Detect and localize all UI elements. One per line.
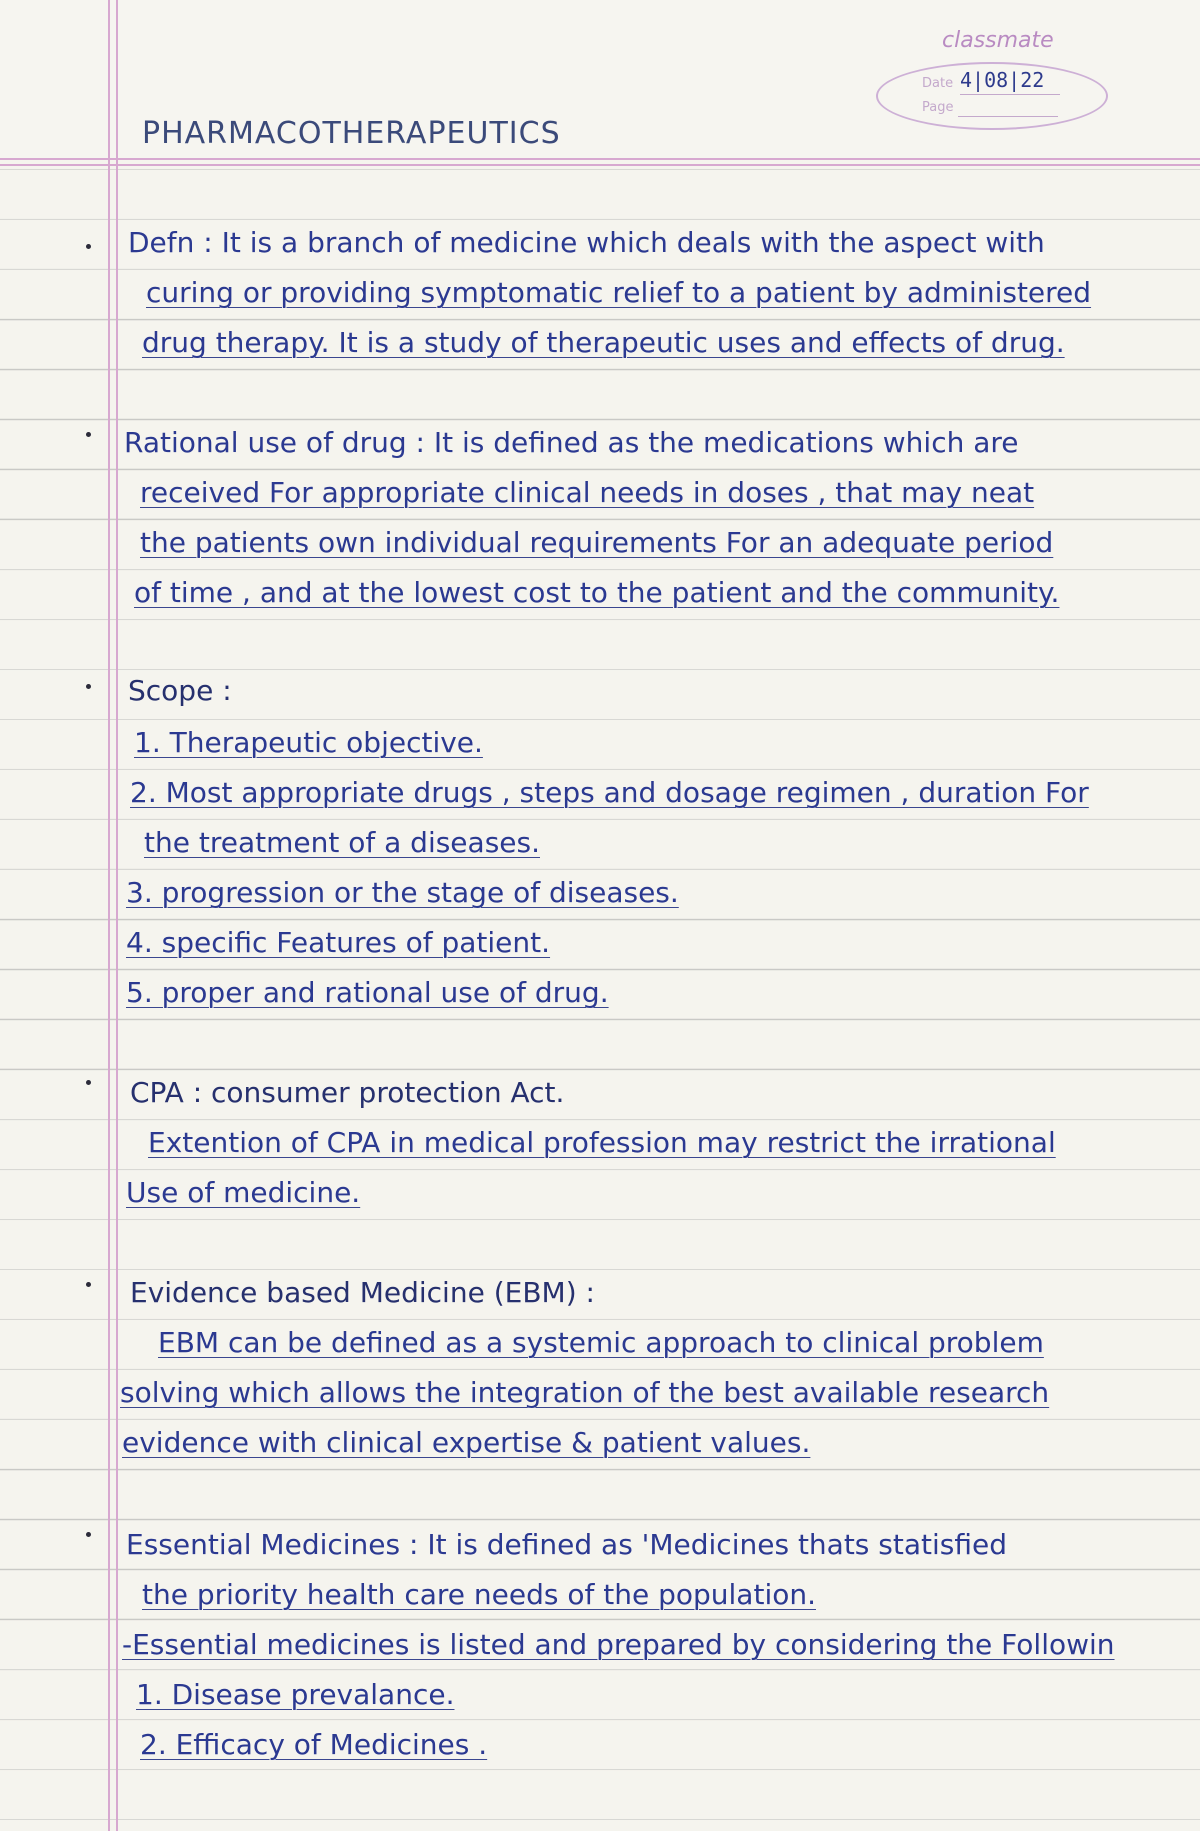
- ebm-line-2: EBM can be defined as a systemic approach to clinical problem: [158, 1326, 1044, 1359]
- scope-item-1: 1. Therapeutic objective.: [134, 726, 483, 759]
- page-label: Page: [922, 100, 954, 115]
- scope-item-4: 4. specific Features of patient.: [126, 926, 551, 959]
- scope-item-5: 5. proper and rational use of drug.: [126, 976, 609, 1009]
- rational-line-1: Rational use of drug : It is defined as the medications which are: [124, 426, 1019, 459]
- date-label: Date: [922, 76, 954, 91]
- page-title: PHARMACOTHERAPEUTICS: [142, 116, 561, 151]
- scope-item-3: 3. progression or the stage of diseases.: [126, 876, 679, 909]
- scope-item-2-cont: the treatment of a diseases.: [144, 826, 540, 859]
- cpa-heading: CPA : consumer protection Act.: [130, 1076, 565, 1109]
- essential-item-2: 2. Efficacy of Medicines .: [140, 1728, 488, 1761]
- ebm-line-3: solving which allows the integration of the best available research: [120, 1376, 1050, 1409]
- rational-line-4: of time , and at the lowest cost to the patient and the community.: [134, 576, 1060, 609]
- rational-line-2: received For appropriate clinical needs in doses , that may neat: [140, 476, 1035, 509]
- ebm-line-4: evidence with clinical expertise & patient values.: [122, 1426, 811, 1459]
- cpa-line-3: Use of medicine.: [126, 1176, 361, 1209]
- scope-heading: Scope :: [128, 674, 232, 707]
- date-value: 4|08|22: [960, 68, 1045, 92]
- header-rule: [0, 158, 1200, 160]
- bullet-dot: [86, 432, 91, 437]
- essential-line-3: -Essential medicines is listed and prepared by considering the Followin: [122, 1628, 1115, 1661]
- bullet-dot: [86, 1532, 91, 1537]
- classmate-date-stamp: [870, 28, 1110, 138]
- essential-line-1: Essential Medicines : It is defined as 'Medicines thats statisfied: [126, 1528, 1008, 1561]
- page-underline: [958, 116, 1058, 117]
- defn-line-2: curing or providing symptomatic relief to a patient by administered: [146, 276, 1092, 309]
- cpa-line-2: Extention of CPA in medical profession may restrict the irrational: [148, 1126, 1056, 1159]
- bullet-dot: [86, 1282, 91, 1287]
- rational-line-3: the patients own individual requirements For an adequate period: [140, 526, 1054, 559]
- brand-logo-text: classmate: [942, 28, 1054, 53]
- bullet-dot: [86, 684, 91, 689]
- bullet-dot: [86, 1080, 91, 1085]
- essential-line-2: the priority health care needs of the population.: [142, 1578, 816, 1611]
- defn-line-1: Defn : It is a branch of medicine which deals with the aspect with: [128, 226, 1045, 259]
- defn-line-3: drug therapy. It is a study of therapeutic uses and effects of drug.: [142, 326, 1065, 359]
- bullet-dot: [86, 244, 91, 249]
- essential-item-1: 1. Disease prevalance.: [136, 1678, 455, 1711]
- header-rule: [0, 164, 1200, 166]
- margin-line: [108, 0, 110, 1831]
- margin-line: [116, 0, 118, 1831]
- date-underline: [960, 94, 1060, 95]
- ebm-heading: Evidence based Medicine (EBM) :: [130, 1276, 595, 1309]
- scope-item-2: 2. Most appropriate drugs , steps and dosage regimen , duration For: [130, 776, 1089, 809]
